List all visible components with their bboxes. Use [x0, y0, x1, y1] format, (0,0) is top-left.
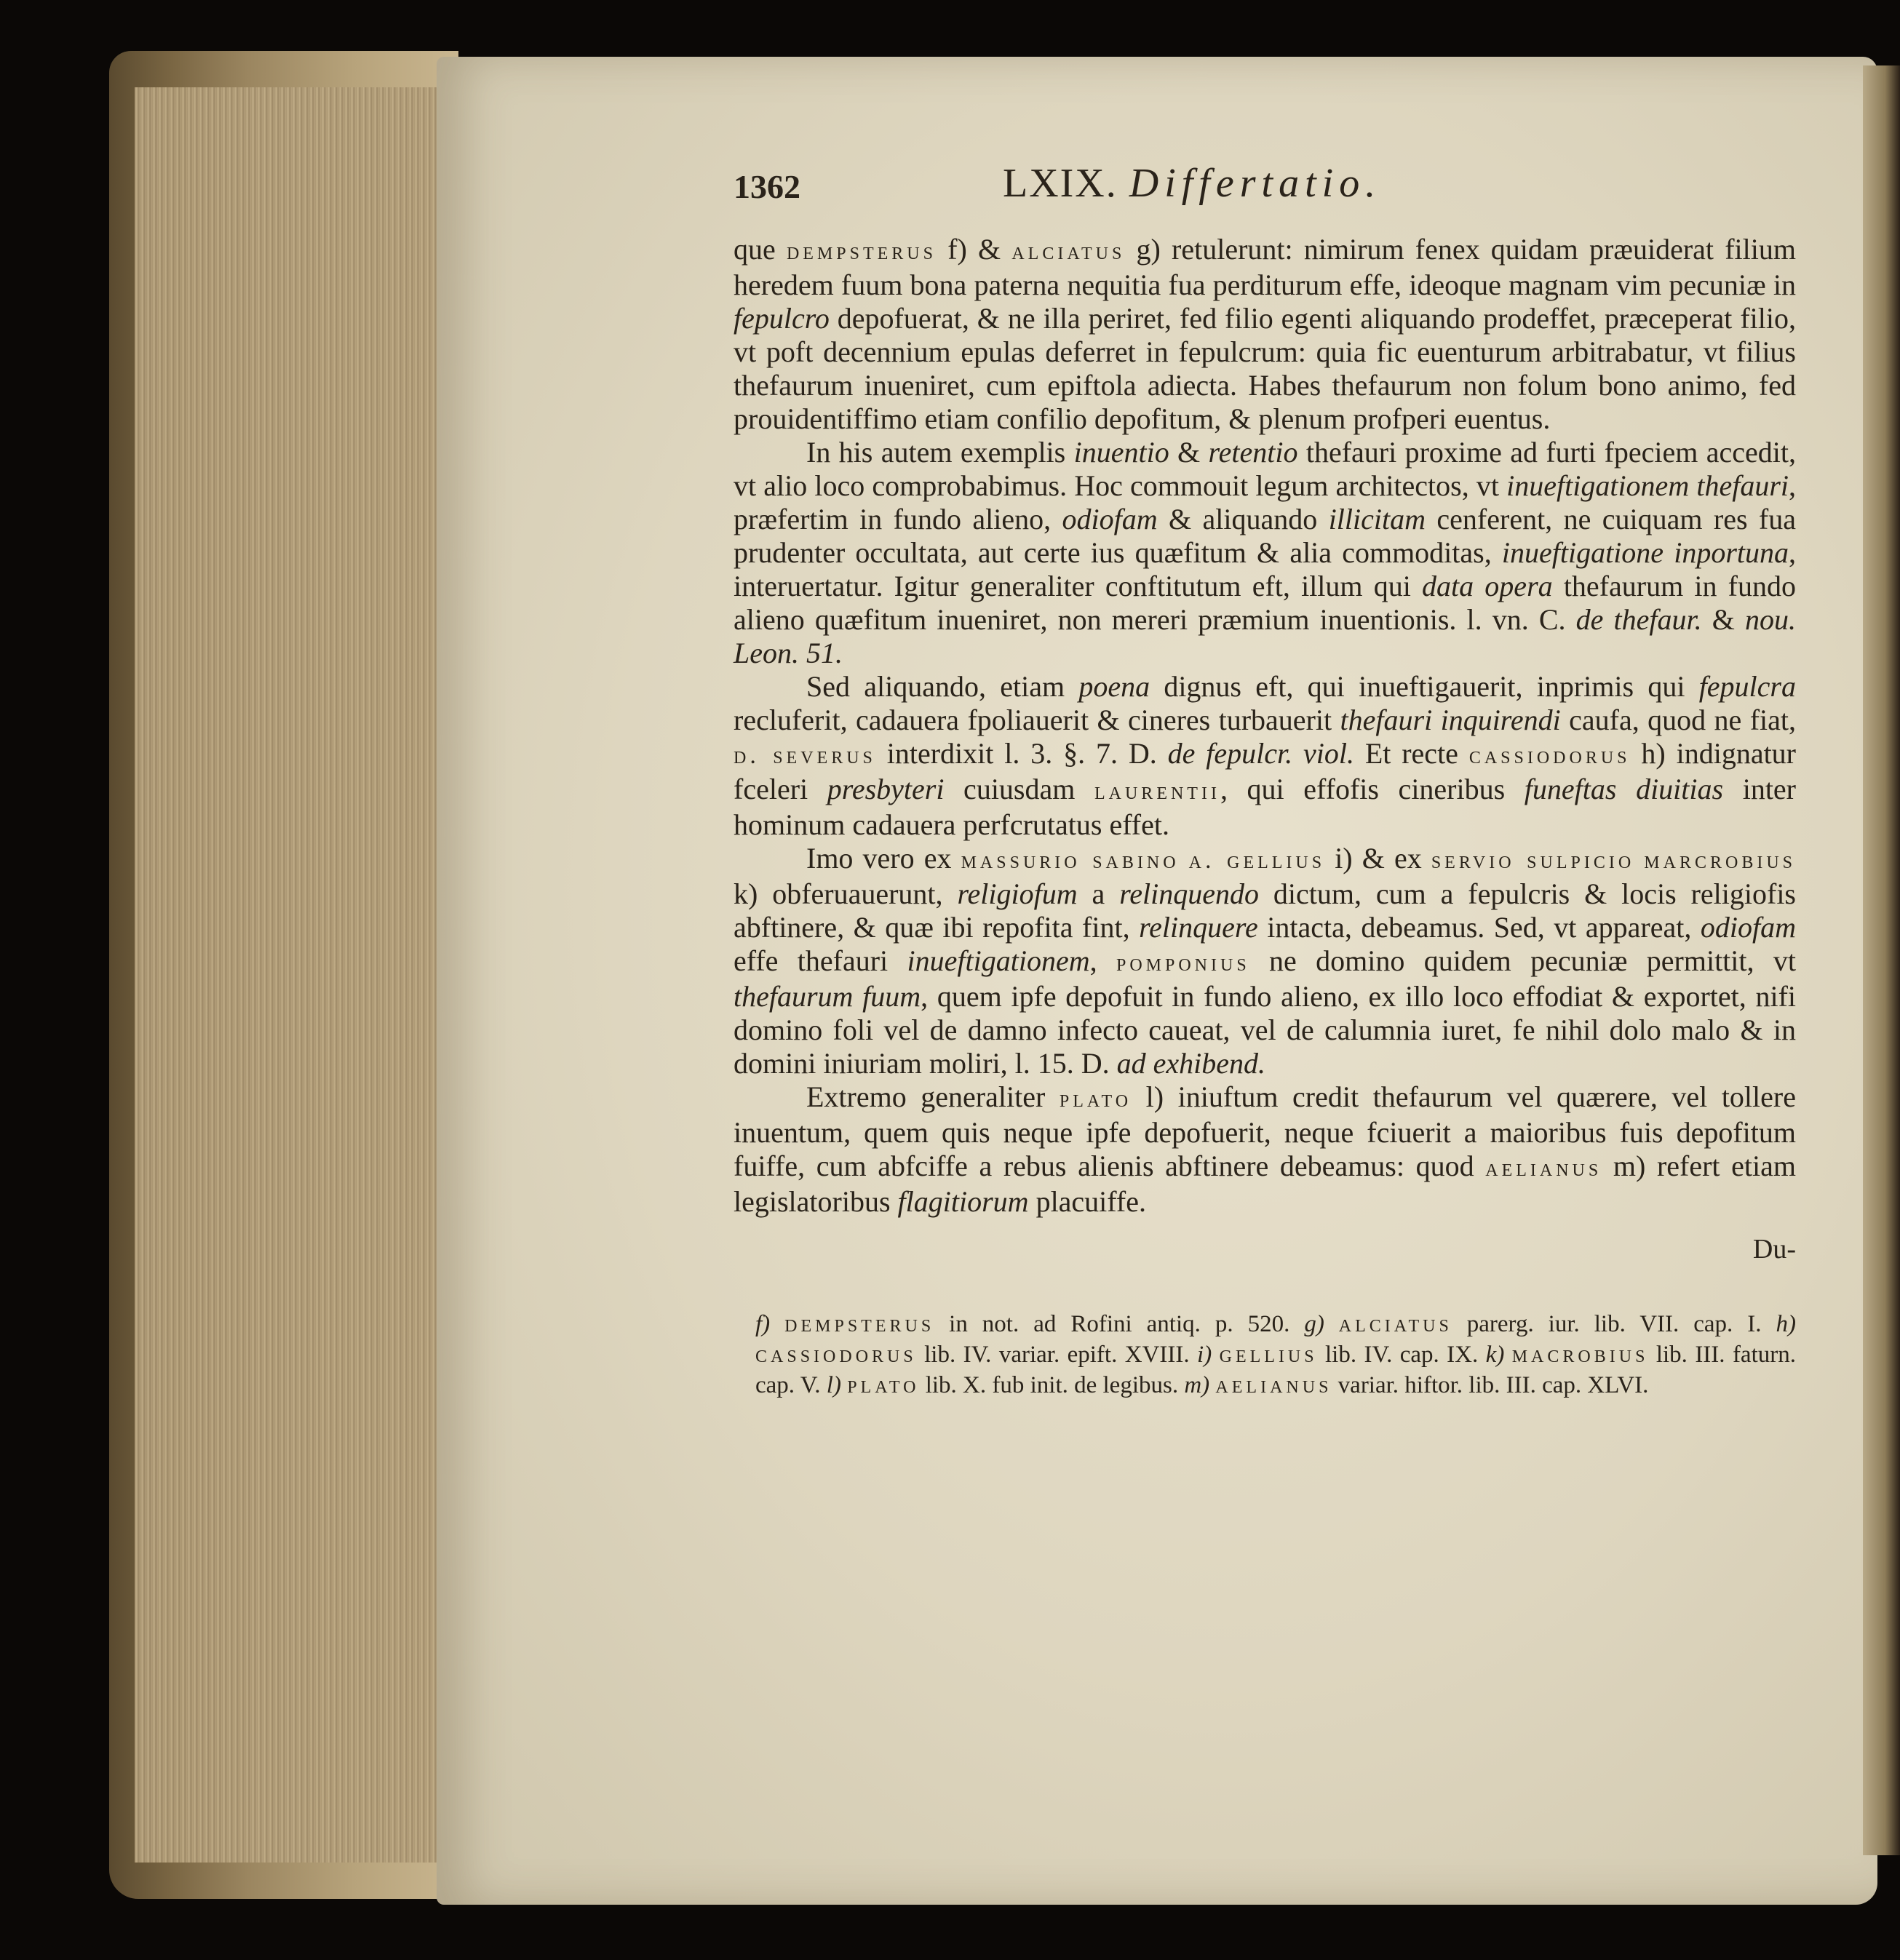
text-run: lib. X. fub init. de legibus.	[919, 1372, 1185, 1398]
text-run: odiofam	[1062, 503, 1158, 535]
text-run: marcrobius	[1644, 847, 1797, 874]
text-run	[1634, 842, 1644, 875]
text-run: thefauri inquirendi	[1340, 704, 1561, 736]
text-run: parerg. iur. lib. VII. cap. I.	[1452, 1311, 1776, 1337]
text-run: , quem ipfe depofuit in fundo alieno, ex illo loco effodiat & exportet, nifi domino foli vel de damno infecto caueat, vel de calumnia iuret, fe nihil dolo malo & in domini iniuriam moliri, l. 15. D.	[734, 980, 1797, 1080]
text-run: ,	[1089, 944, 1116, 977]
text-run: i)	[1197, 1342, 1220, 1368]
text-run: g) retulerunt: nimirum fenex quidam præuiderat filium heredem fuum bona paterna nequitia fua perditurum effe, ideoque magnam vim pecuniæ in	[734, 233, 1796, 301]
text-run: ad exhibend.	[1116, 1047, 1266, 1080]
text-run: inueftigationem	[907, 944, 1090, 977]
text-run: &	[1701, 603, 1745, 636]
text-run: i) & ex	[1325, 842, 1431, 875]
text-run: k) obferuauerunt,	[734, 877, 958, 910]
text-run: f)	[755, 1311, 785, 1337]
page-edges	[135, 87, 448, 1863]
text-run: in not. ad Rofini antiq. p. 520.	[934, 1311, 1305, 1337]
text-run: a	[1077, 877, 1120, 910]
text-run: caufa, quod ne fiat,	[1560, 704, 1796, 736]
text-run: funeftas diuitias	[1524, 773, 1724, 805]
text-run: data opera	[1422, 570, 1553, 602]
text-run: macrobius	[1511, 1341, 1649, 1368]
text-run: fepulcro	[734, 302, 830, 335]
text-run: l) iniuftum credit thefaurum vel quærere, vel tollere inuentum, quem quis neque ipfe depofuerit, neque fciuerit a maioribus fuis depofitum fuiffe, cum abfciffe a rebus alienis abftinere debeamus: quod	[734, 1080, 1796, 1182]
text-run: de thefaur.	[1575, 603, 1702, 636]
text-run: alciatus	[1338, 1310, 1452, 1337]
body-text	[734, 233, 1796, 1219]
text-run: Et recte	[1354, 737, 1469, 770]
text-run: pomponius	[1116, 949, 1250, 976]
text-run: , interuertatur. Igitur generaliter conftitutum eft, illum qui	[734, 536, 1796, 602]
text-run: aelianus	[1215, 1371, 1332, 1398]
paragraph	[734, 436, 1796, 670]
text-run: recluferit, cadauera fpoliauerit & cineres turbauerit	[734, 704, 1340, 736]
text-run: h) indignatur fceleri	[734, 737, 1797, 805]
text-run: alciatus	[1011, 238, 1126, 265]
page-content	[734, 146, 1796, 1401]
text-run: servio sulpicio	[1431, 847, 1635, 874]
text-run: massurio sabino	[961, 847, 1180, 874]
text-run: plato	[1059, 1085, 1132, 1112]
text-run: m)	[1184, 1372, 1216, 1398]
catchword: Du-	[1752, 1234, 1796, 1264]
page-number: 1362	[734, 168, 800, 205]
text-run: que	[734, 233, 787, 266]
text-run: religiofum	[957, 877, 1078, 910]
text-run: dictum, cum a fepulcris & locis religiofis abftinere, & quæ ibi repofita fint,	[734, 877, 1797, 944]
text-run: , præfertim in fundo alieno,	[734, 469, 1796, 535]
text-run: m) refert etiam legislatoribus	[734, 1150, 1796, 1218]
text-run: cassiodorus	[755, 1341, 917, 1368]
text-run	[1180, 842, 1189, 875]
text-run: retentio	[1208, 436, 1298, 469]
text-run: placuiffe.	[1028, 1185, 1146, 1218]
text-run: inueftigationem thefauri	[1506, 469, 1789, 502]
paragraph	[734, 1080, 1796, 1219]
text-run: laurentii	[1094, 778, 1220, 805]
text-run: In his autem exemplis	[806, 436, 1074, 469]
text-run: Sed aliquando, etiam	[806, 670, 1079, 703]
text-run: Imo vero ex	[806, 842, 961, 875]
text-run: aelianus	[1485, 1155, 1602, 1182]
footnote	[755, 1309, 1796, 1401]
text-run: relinquendo	[1119, 877, 1260, 910]
text-run: illicitam	[1328, 503, 1426, 535]
text-run: effe thefauri	[734, 944, 907, 977]
text-run: Extremo generaliter	[806, 1080, 1060, 1113]
text-run: lib. III. faturn. cap. V.	[755, 1342, 1796, 1398]
text-run: presbyteri	[827, 773, 945, 805]
text-run: & aliquando	[1157, 503, 1329, 535]
text-run: cuiusdam	[944, 773, 1094, 805]
text-run: cenferent, ne cuiquam res fua prudenter occultata, aut certe ius quæfitum & alia commoditas,	[734, 503, 1796, 569]
text-run: depofuerat, & ne illa periret, fed filio egenti aliquando prodeffet, præceperat filio, vt poft decennium epulas deferret in fepulcrum: quia fic euenturum arbitrabatur, vt filius thefaurum inueniret, cum epiftola adiecta. Habes thefaurum non folum bono animo, fed prouidentiffimo etiam confilio depofitum, & plenum profperi euentus.	[734, 302, 1796, 435]
text-run: k)	[1485, 1342, 1512, 1368]
text-run: relinquere	[1139, 911, 1258, 944]
text-run: intacta, debeamus. Sed, vt appareat,	[1257, 911, 1701, 944]
text-run: thefauri proxime ad furti fpeciem accedit, vt alio loco comprobabimus. Hoc commouit legum architectos, vt	[734, 436, 1796, 502]
text-run: inueftigatione inportuna	[1501, 536, 1789, 569]
text-run: plato	[847, 1371, 920, 1398]
running-title	[1003, 160, 1381, 207]
text-run: thefaurum fuum	[734, 980, 921, 1013]
text-run: interdixit l. 3. §. 7. D.	[875, 737, 1168, 770]
text-run: dempsterus	[784, 1310, 935, 1337]
text-run: gellius	[1219, 1341, 1318, 1368]
paragraph	[734, 670, 1796, 842]
text-run: de fepulcr. viol.	[1167, 737, 1354, 770]
text-run: nou. Leon. 51.	[734, 603, 1796, 669]
text-run: l)	[826, 1372, 848, 1398]
text-run: thefaurum in fundo alieno quæfitum inueniret, non mereri præmium inuentionis. l. vn. C.	[734, 570, 1796, 636]
running-title-numeral: LXIX.	[1003, 161, 1118, 206]
text-run: , qui effofis cineribus	[1220, 773, 1525, 805]
text-run: ne domino quidem pecuniæ permittit, vt	[1249, 944, 1796, 977]
text-run: flagitiorum	[897, 1185, 1029, 1218]
text-run: dempsterus	[786, 238, 937, 265]
text-run: inuentio	[1073, 436, 1169, 469]
text-run: lib. IV. cap. IX.	[1317, 1342, 1486, 1368]
text-run: fepulcra	[1698, 670, 1796, 703]
facing-page-edge	[1863, 65, 1900, 1855]
text-run: a. gellius	[1188, 847, 1326, 874]
text-run: poena	[1078, 670, 1150, 703]
text-run: &	[1169, 436, 1209, 469]
paragraph	[734, 842, 1796, 1080]
text-run: d. severus	[734, 742, 876, 769]
text-run: h)	[1776, 1311, 1796, 1337]
paragraph	[734, 233, 1796, 436]
footnotes	[734, 1309, 1796, 1401]
running-title-word: Differtatio.	[1129, 161, 1382, 206]
text-run: variar. hiftor. lib. III. cap. XLVI.	[1332, 1372, 1649, 1398]
text-run: inter hominum cadauera perfcrutatus effet.	[734, 773, 1797, 841]
text-run: f) &	[937, 233, 1012, 266]
text-run: odiofam	[1700, 911, 1796, 944]
text-run: cassiodorus	[1468, 742, 1631, 769]
text-run: lib. IV. variar. epift. XVIII.	[916, 1342, 1198, 1368]
text-run: g)	[1304, 1311, 1339, 1337]
page-header	[734, 146, 1796, 226]
text-run: dignus eft, qui inueftigauerit, inprimis qui	[1150, 670, 1699, 703]
